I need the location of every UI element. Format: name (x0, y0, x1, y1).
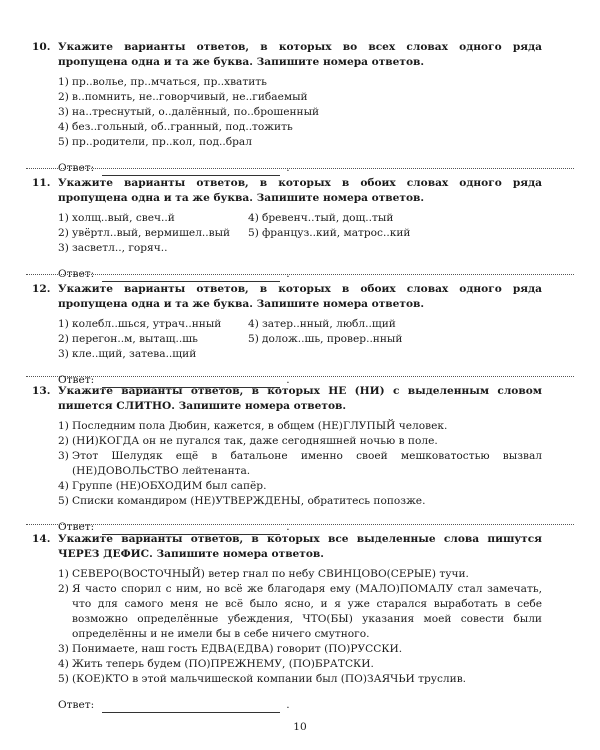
option-number: 5) (248, 227, 259, 239)
option (58, 434, 542, 449)
option-text: перегон..м, вытащ..шь (72, 333, 198, 345)
page-number: 10 (293, 721, 307, 733)
option-number: 1) (58, 318, 69, 330)
option-number: 4) (248, 212, 259, 224)
option (58, 567, 542, 582)
options-list (58, 211, 542, 256)
divider (26, 376, 574, 377)
answer-label: Ответ: (58, 268, 95, 280)
option-number: 5) (58, 495, 69, 507)
question-number: 10. (32, 41, 51, 53)
option-number: 3) (58, 106, 69, 118)
option (58, 332, 248, 347)
options-list (58, 75, 542, 150)
option (58, 135, 542, 150)
option-number: 5) (58, 673, 69, 685)
question-number: 11. (32, 177, 51, 189)
option-number: 4) (248, 318, 259, 330)
option-text: увёртл..вый, вермишел..вый (72, 227, 231, 239)
option-text: СЕВЕРО(ВОСТОЧНЫЙ) ветер гнал по небу СВИНЦОВО(СЕРЫЕ) тучи. (72, 568, 469, 580)
option (58, 672, 542, 687)
option (58, 211, 248, 226)
option-text: (КОЕ)КТО в этой мальчишеской компании был (ПО)ЗАЯЧЬИ труслив. (72, 673, 467, 685)
option-text: Группе (НЕ)ОБХОДИМ был сапёр. (72, 480, 267, 492)
divider (26, 274, 574, 275)
emphasis-word: ЧЕРЕЗ ДЕФИС (58, 548, 150, 560)
answer-label: Ответ: (58, 162, 95, 174)
question-text: Укажите варианты ответов, в которых НЕ (НИ) с выделенным словом пишется СЛИТНО. Запишите номера ответов. (58, 385, 542, 412)
option-number: 2) (58, 435, 69, 447)
divider (26, 168, 574, 169)
option-text: Последним пола Дюбин, кажется, в общем (НЕ)ГЛУПЫЙ человек. (72, 420, 448, 432)
option-number: 5) (248, 333, 259, 345)
options-list (58, 317, 542, 362)
option-text: француз..кий, матрос..кий (262, 227, 411, 239)
option (58, 105, 542, 120)
option-number: 3) (58, 242, 69, 254)
question-12 (32, 282, 542, 388)
option-text: Я часто спорил с ним, но всё же благодаря ему (МАЛО)ПОМАЛУ стал замечать, что для самого меня не всё было ясно, и я уже старался выработать в себе возможно определённые убеждения, ЧТО(БЫ) указания моей совести были определённы и не имели бы в себе ничего смутного. (72, 583, 542, 640)
option-number: 1) (58, 76, 69, 88)
question-text: Укажите варианты ответов, в которых в обоих словах одного ряда пропущена одна и та же буква. Запишите номера ответов. (58, 177, 542, 204)
highlighted-word: (НИ)КОГДА (72, 435, 140, 447)
answer-label: Ответ: (58, 699, 95, 711)
answer-label: Ответ: (58, 521, 95, 533)
answer-field[interactable] (102, 702, 280, 713)
option (58, 449, 542, 479)
option (58, 419, 542, 434)
option-number: 2) (58, 91, 69, 103)
question-text: Укажите варианты ответов, в которых все выделенные слова пишутся ЧЕРЕЗ ДЕФИС. Запишите номера ответов. (58, 533, 542, 560)
option-number: 3) (58, 348, 69, 360)
highlighted-word: (НЕ)ДОВОЛЬСТВО (72, 465, 179, 477)
option (248, 332, 508, 347)
option (58, 479, 542, 494)
option-text: в..помнить, не..говорчивый, не..гибаемый (72, 91, 308, 103)
answer-row: Ответ: . (58, 521, 290, 533)
option-number: 2) (58, 333, 69, 345)
answer-field[interactable] (102, 271, 280, 282)
option-text: кле..щий, затева..щий (72, 348, 197, 360)
option-number: 1) (58, 568, 69, 580)
option (58, 642, 542, 657)
option-text: колебл..шься, утрач..нный (72, 318, 222, 330)
option (248, 317, 508, 332)
question-10 (32, 40, 542, 176)
option (58, 120, 542, 135)
answer-row: Ответ: . (58, 162, 290, 174)
option-text: затер..нный, любл..щий (262, 318, 396, 330)
options-list (58, 567, 542, 687)
option-text: пр..родители, пр..кол, под..брал (72, 136, 252, 148)
answer-label: Ответ: (58, 374, 95, 386)
option (58, 226, 248, 241)
question-13 (32, 384, 542, 535)
option-text: (НИ)КОГДА он не пугался так, даже сегодняшней ночью в поле. (72, 435, 438, 447)
question-14 (32, 532, 542, 713)
option-text: пр..волье, пр..мчаться, пр..хватить (72, 76, 267, 88)
option-text: холщ..вый, свеч..й (72, 212, 175, 224)
option (58, 90, 542, 105)
question-number: 13. (32, 385, 51, 397)
option-text: засветл.., горяч.. (72, 242, 168, 254)
option-text: Этот Шелудяк ещё в батальоне именно своей мешковатостью вызвал (НЕ)ДОВОЛЬСТВО лейтенанта. (72, 450, 542, 477)
option (58, 347, 248, 362)
option (58, 582, 542, 642)
option-text: долож..шь, провер..нный (262, 333, 403, 345)
highlighted-word: (НЕ)УТВЕРЖДЕНЫ (190, 495, 301, 507)
answer-row: Ответ: . (58, 268, 290, 280)
options-list (58, 419, 542, 509)
option-number: 5) (58, 136, 69, 148)
question-number: 12. (32, 283, 51, 295)
highlighted-word: (НЕ)ОБХОДИМ (115, 480, 203, 492)
option-text: Понимаете, наш гость ЕДВА(ЕДВА) говорит (ПО)РУССКИ. (72, 643, 403, 655)
option-number: 1) (58, 420, 69, 432)
option-number: 4) (58, 480, 69, 492)
option-text: бревенч..тый, дощ..тый (262, 212, 394, 224)
option (58, 494, 542, 509)
option (248, 226, 508, 241)
option-number: 1) (58, 212, 69, 224)
option-number: 2) (58, 227, 69, 239)
option-text: Списки командиром (НЕ)УТВЕРЖДЕНЫ, обратитесь попозже. (72, 495, 426, 507)
option (58, 75, 542, 90)
emphasis-word: СЛИТНО (116, 400, 172, 412)
option-text: без..гольный, об..гранный, под..тожить (72, 121, 293, 133)
option (248, 211, 508, 226)
divider (26, 524, 574, 525)
option-text: Жить теперь будем (ПО)ПРЕЖНЕМУ, (ПО)БРАТСКИ. (72, 658, 374, 670)
option (58, 657, 542, 672)
question-number: 14. (32, 533, 51, 545)
highlighted-word: (НЕ)ГЛУПЫЙ (317, 420, 396, 432)
option-text: на..треснутый, о..далённый, по..брошенный (72, 106, 320, 118)
option-number: 2) (58, 583, 69, 595)
question-11 (32, 176, 542, 282)
question-text: Укажите варианты ответов, в которых во всех словах одного ряда пропущена одна и та же буква. Запишите номера ответов. (58, 41, 542, 68)
option-number: 4) (58, 121, 69, 133)
option (58, 241, 248, 256)
question-text: Укажите варианты ответов, в которых в обоих словах одного ряда пропущена одна и та же буква. Запишите номера ответов. (58, 283, 542, 310)
option-number: 3) (58, 643, 69, 655)
option-number: 3) (58, 450, 69, 462)
answer-row: Ответ: . (58, 374, 290, 386)
answer-field[interactable] (102, 165, 280, 176)
answer-row: Ответ: . (58, 699, 290, 711)
option-number: 4) (58, 658, 69, 670)
option (58, 317, 248, 332)
